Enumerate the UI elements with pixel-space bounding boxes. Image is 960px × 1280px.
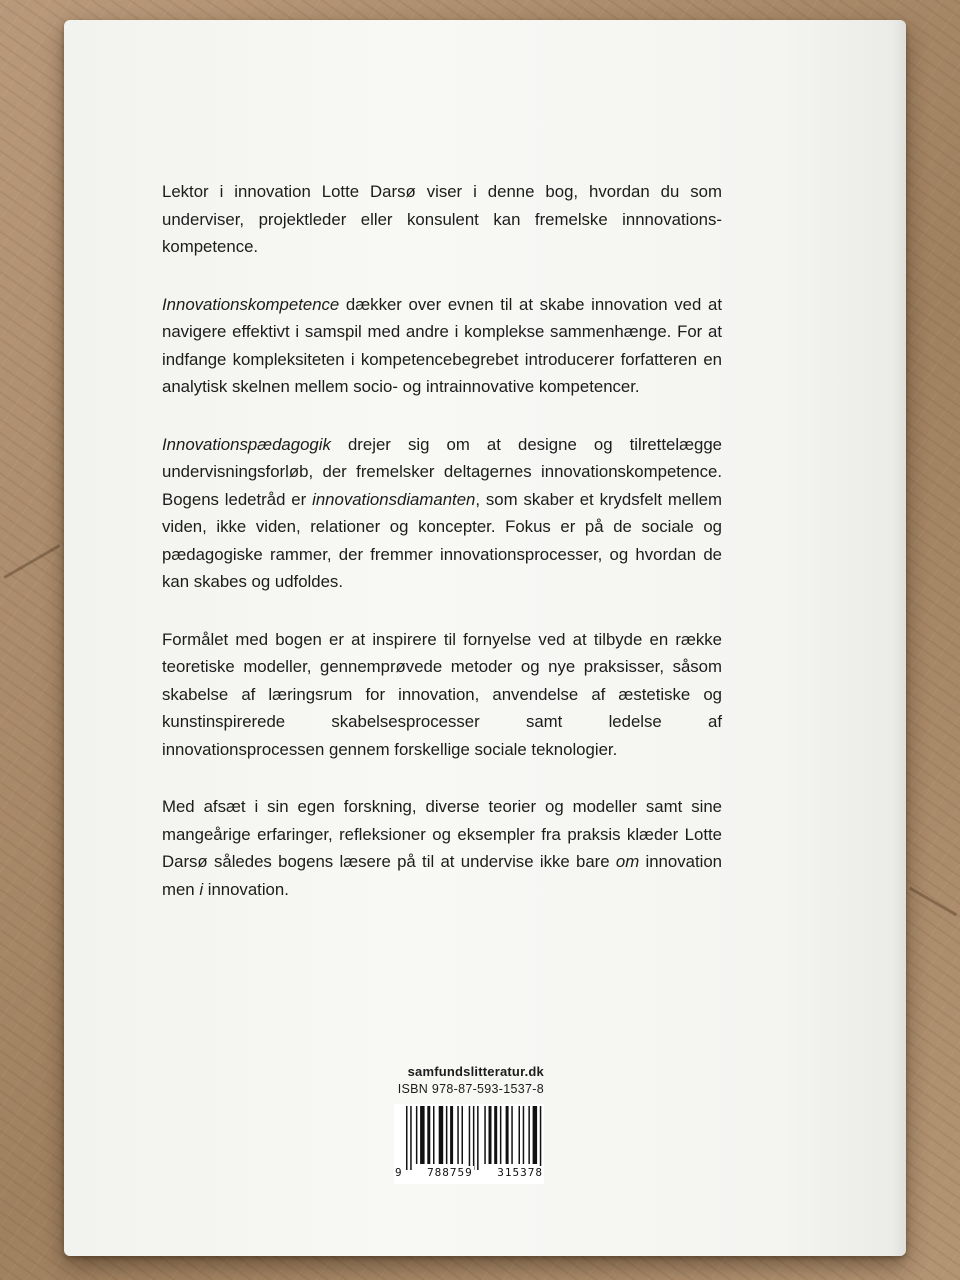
publisher-block	[334, 1064, 544, 1096]
publisher-website: samfundslitteratur.dk	[407, 1064, 544, 1079]
barcode-bar	[433, 1106, 435, 1164]
floor-seam	[4, 544, 61, 579]
isbn-barcode	[394, 1104, 544, 1184]
barcode-bar	[450, 1106, 453, 1164]
barcode-bar	[469, 1106, 471, 1170]
term-innovationsdiamanten: innovationsdiamanten	[312, 489, 476, 509]
barcode-bar	[427, 1106, 430, 1164]
book-spine-edge	[892, 20, 906, 1256]
barcode-bar	[416, 1106, 418, 1164]
barcode-bar	[420, 1106, 425, 1164]
barcode-bar	[457, 1106, 459, 1164]
barcode-bar	[500, 1106, 502, 1164]
barcode-bar	[506, 1106, 509, 1164]
barcode-bar	[540, 1106, 542, 1170]
barcode-bar	[511, 1106, 513, 1164]
blurb-paragraph-3: Innovationspædagogik drejer sig om at designe og tilrettelægge undervisningsforløb, der fremelsker deltagernes innovationskompetence. Bogens ledetråd er innovationsdiamanten, som skaber et krydsfelt mellem viden, ikke viden, relationer og koncepter. Fokus er på de sociale og pædagogiske rammer, der fremmer innovationsprocesser, og hvordan de kan skabes og udfoldes.	[162, 434, 722, 591]
floor-seam	[909, 887, 957, 917]
blurb-paragraph-5: Med afsæt i sin egen forskning, diverse teorier og modeller samt sine mangeårige erfaringer, refleksioner og eksempler fra praksis klæder Lotte Darsø således bogens læsere på til at undervise ikke bare om innovation men i innovation.	[162, 797, 722, 899]
term-innovationspaedagogik: Innovationspædagogik	[162, 434, 331, 454]
blurb-paragraph-2: Innovationskompetence dækker over evnen til at skabe innovation ved at navigere effektivt i samspil med andre i komplekse sammenhænge. For at indfange kompleksiteten i kompetencebegrebet introducerer forfatteren en analytisk skelnen mellem socio- og intrainnovative kompetencer.	[162, 294, 722, 396]
barcode-digits	[394, 1166, 544, 1182]
barcode-bar	[406, 1106, 408, 1170]
barcode-bar	[446, 1106, 448, 1164]
barcode-bar	[484, 1106, 486, 1164]
barcode-bar	[410, 1106, 412, 1170]
barcode-bar	[533, 1106, 538, 1164]
term-i: i	[199, 879, 204, 899]
barcode-bar	[439, 1106, 444, 1164]
barcode-bar	[477, 1106, 479, 1170]
back-cover-blurb	[162, 178, 722, 933]
barcode-bars	[394, 1104, 544, 1170]
term-innovationskompetence: Innovationskompetence	[162, 294, 340, 314]
barcode-bar	[523, 1106, 525, 1164]
barcode-group-2: 315378	[496, 1166, 544, 1182]
barcode-bar	[528, 1106, 530, 1164]
isbn-label: ISBN 978-87-593-1537-8	[397, 1082, 544, 1096]
barcode-bar	[489, 1106, 492, 1164]
barcode-bar	[494, 1106, 497, 1164]
blurb-paragraph-1: Lektor i innovation Lotte Darsø viser i denne bog, hvordan du som underviser, projektleder eller konsulent kan fremelske innnovationskompetence.	[162, 182, 722, 256]
barcode-bar	[519, 1106, 521, 1164]
barcode-group-1: 788759	[426, 1166, 474, 1182]
barcode-bar	[462, 1106, 464, 1164]
barcode-bar	[473, 1106, 475, 1170]
barcode-lead-digit: 9	[394, 1166, 404, 1182]
blurb-paragraph-4: Formålet med bogen er at inspirere til fornyelse ved at tilbyde en række teoretiske modeller, gennemprøvede metoder og nye praksisser, såsom skabelse af læringsrum for innovation, anvendelse af æstetiske og kunstinspirerede skabelsesprocesser samt ledelse af innovationsprocessen gennem forskellige sociale teknologier.	[162, 629, 722, 759]
term-om: om	[615, 852, 640, 871]
